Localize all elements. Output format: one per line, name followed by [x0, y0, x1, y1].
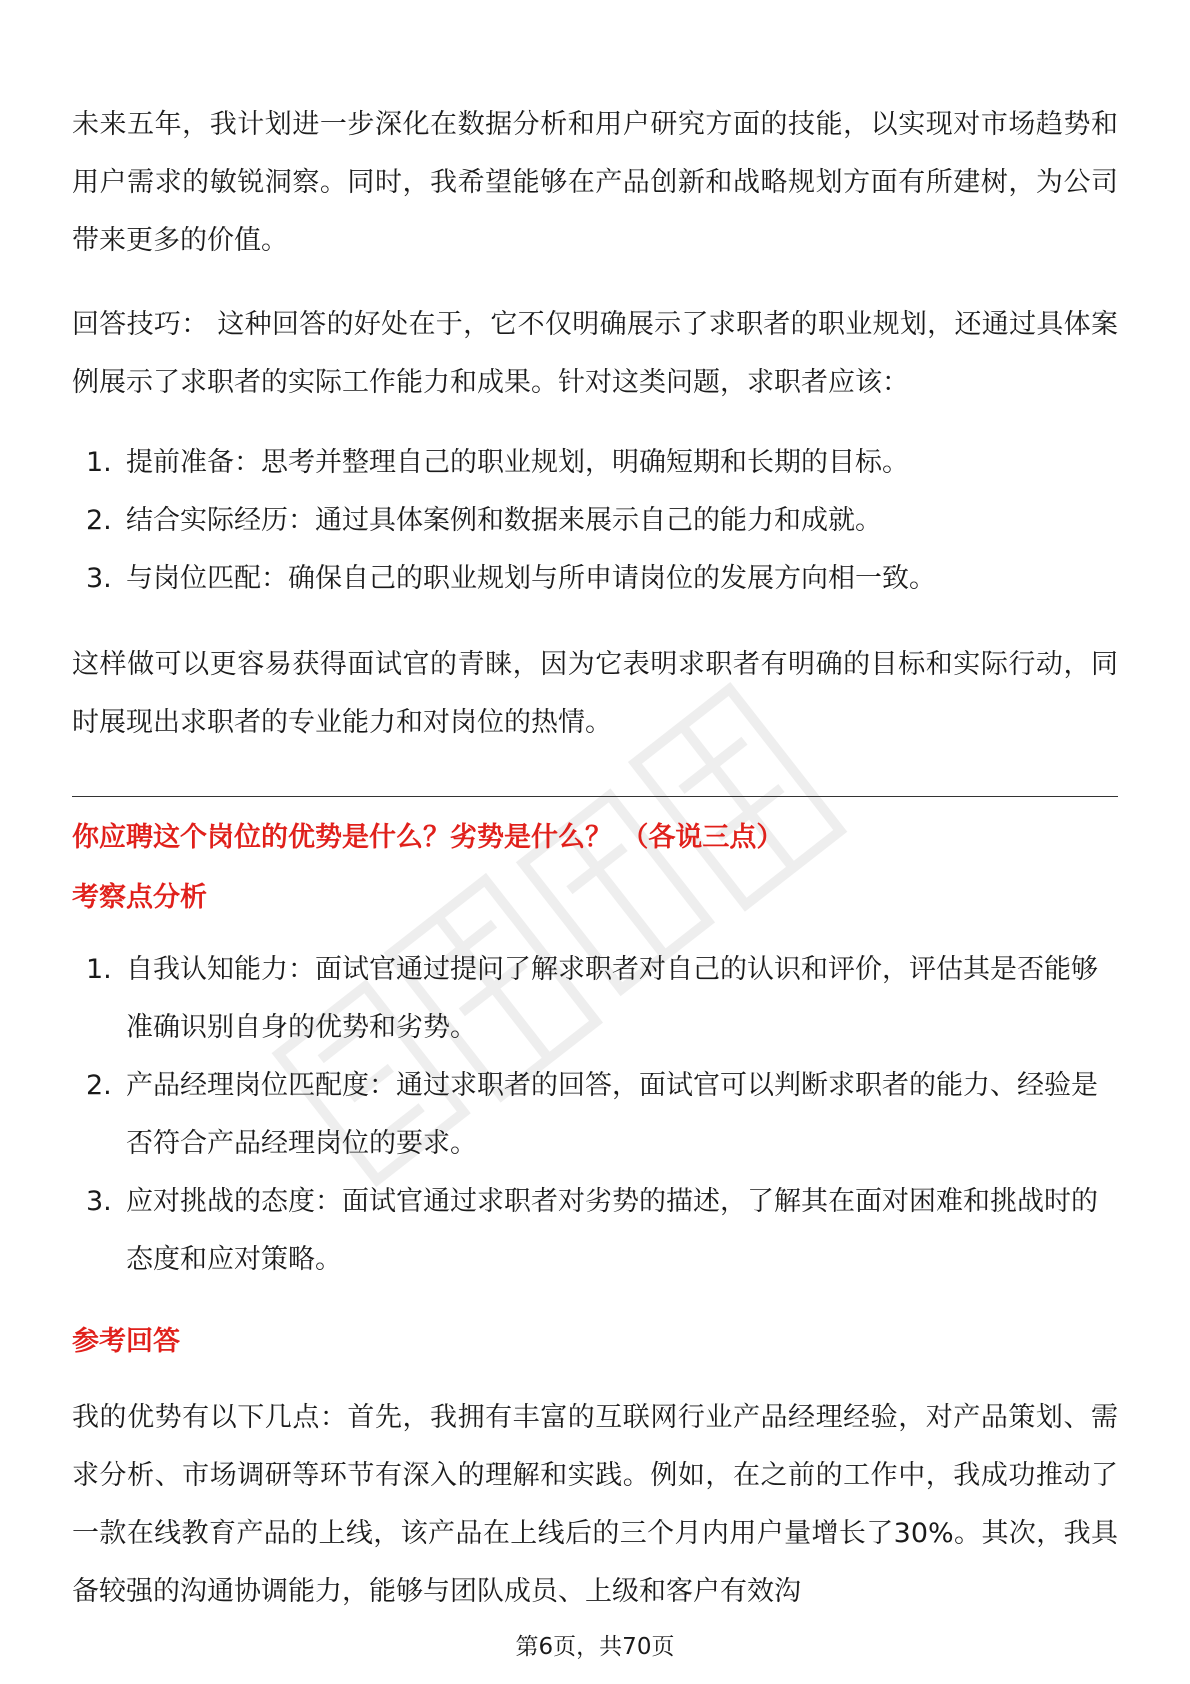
answer-paragraph: 我的优势有以下几点：首先，我拥有丰富的互联网行业产品经理经验，对产品策划、需求分析、市场调研等环节有深入的理解和实践。例如，在之前的工作中，我成功推动了一款在线教育产品的上线，该产品在上线后的三个月内用户量增长了30%。其次，我具备较强的沟通协调能力，能够与团队成员、上级和客户有效沟	[72, 1402, 1118, 1607]
list-number: 3.	[86, 563, 112, 594]
analysis-title: 考察点分析	[72, 882, 207, 913]
list-item	[72, 492, 1118, 550]
after-paragraph: 这样做可以更容易获得面试官的青睐，因为它表明求职者有明确的目标和实际行动，同时展现出求职者的专业能力和对岗位的热情。	[72, 649, 1118, 738]
list-number: 2.	[86, 505, 112, 536]
list-item	[72, 434, 1118, 492]
answer-title: 参考回答	[72, 1326, 180, 1357]
analysis-list	[72, 941, 1118, 1289]
list-item	[72, 550, 1118, 608]
list-text: 应对挑战的态度：面试官通过求职者对劣势的描述，了解其在面对困难和挑战时的态度和应对策略。	[126, 1186, 1098, 1275]
section-divider	[72, 796, 1118, 797]
list-text: 提前准备：思考并整理自己的职业规划，明确短期和长期的目标。	[126, 447, 909, 478]
page-number: 第6页，共70页	[515, 1634, 675, 1660]
list-item	[72, 1057, 1118, 1173]
list-number: 3.	[86, 1186, 112, 1217]
list-text: 产品经理岗位匹配度：通过求职者的回答，面试官可以判断求职者的能力、经验是否符合产品经理岗位的要求。	[126, 1070, 1098, 1159]
list-item	[72, 941, 1118, 1057]
list-number: 1.	[86, 447, 112, 478]
list-number: 2.	[86, 1070, 112, 1101]
document-page	[72, 96, 1118, 1621]
intro-paragraph: 未来五年，我计划进一步深化在数据分析和用户研究方面的技能，以实现对市场趋势和用户需求的敏锐洞察。同时，我希望能够在产品创新和战略规划方面有所建树，为公司带来更多的价值。	[72, 109, 1118, 256]
list-item	[72, 1173, 1118, 1289]
list-text: 自我认知能力：面试官通过提问了解求职者对自己的认识和评价，评估其是否能够准确识别自身的优势和劣势。	[126, 954, 1098, 1043]
tips-list	[72, 434, 1118, 608]
list-text: 结合实际经历：通过具体案例和数据来展示自己的能力和成就。	[126, 505, 882, 536]
list-number: 1.	[86, 954, 112, 985]
tip-paragraph: 回答技巧： 这种回答的好处在于，它不仅明确展示了求职者的职业规划，还通过具体案例展示了求职者的实际工作能力和成果。针对这类问题，求职者应该：	[72, 309, 1118, 398]
question-title: 你应聘这个岗位的优势是什么？劣势是什么？ （各说三点）	[72, 822, 784, 853]
list-text: 与岗位匹配：确保自己的职业规划与所申请岗位的发展方向相一致。	[126, 563, 936, 594]
